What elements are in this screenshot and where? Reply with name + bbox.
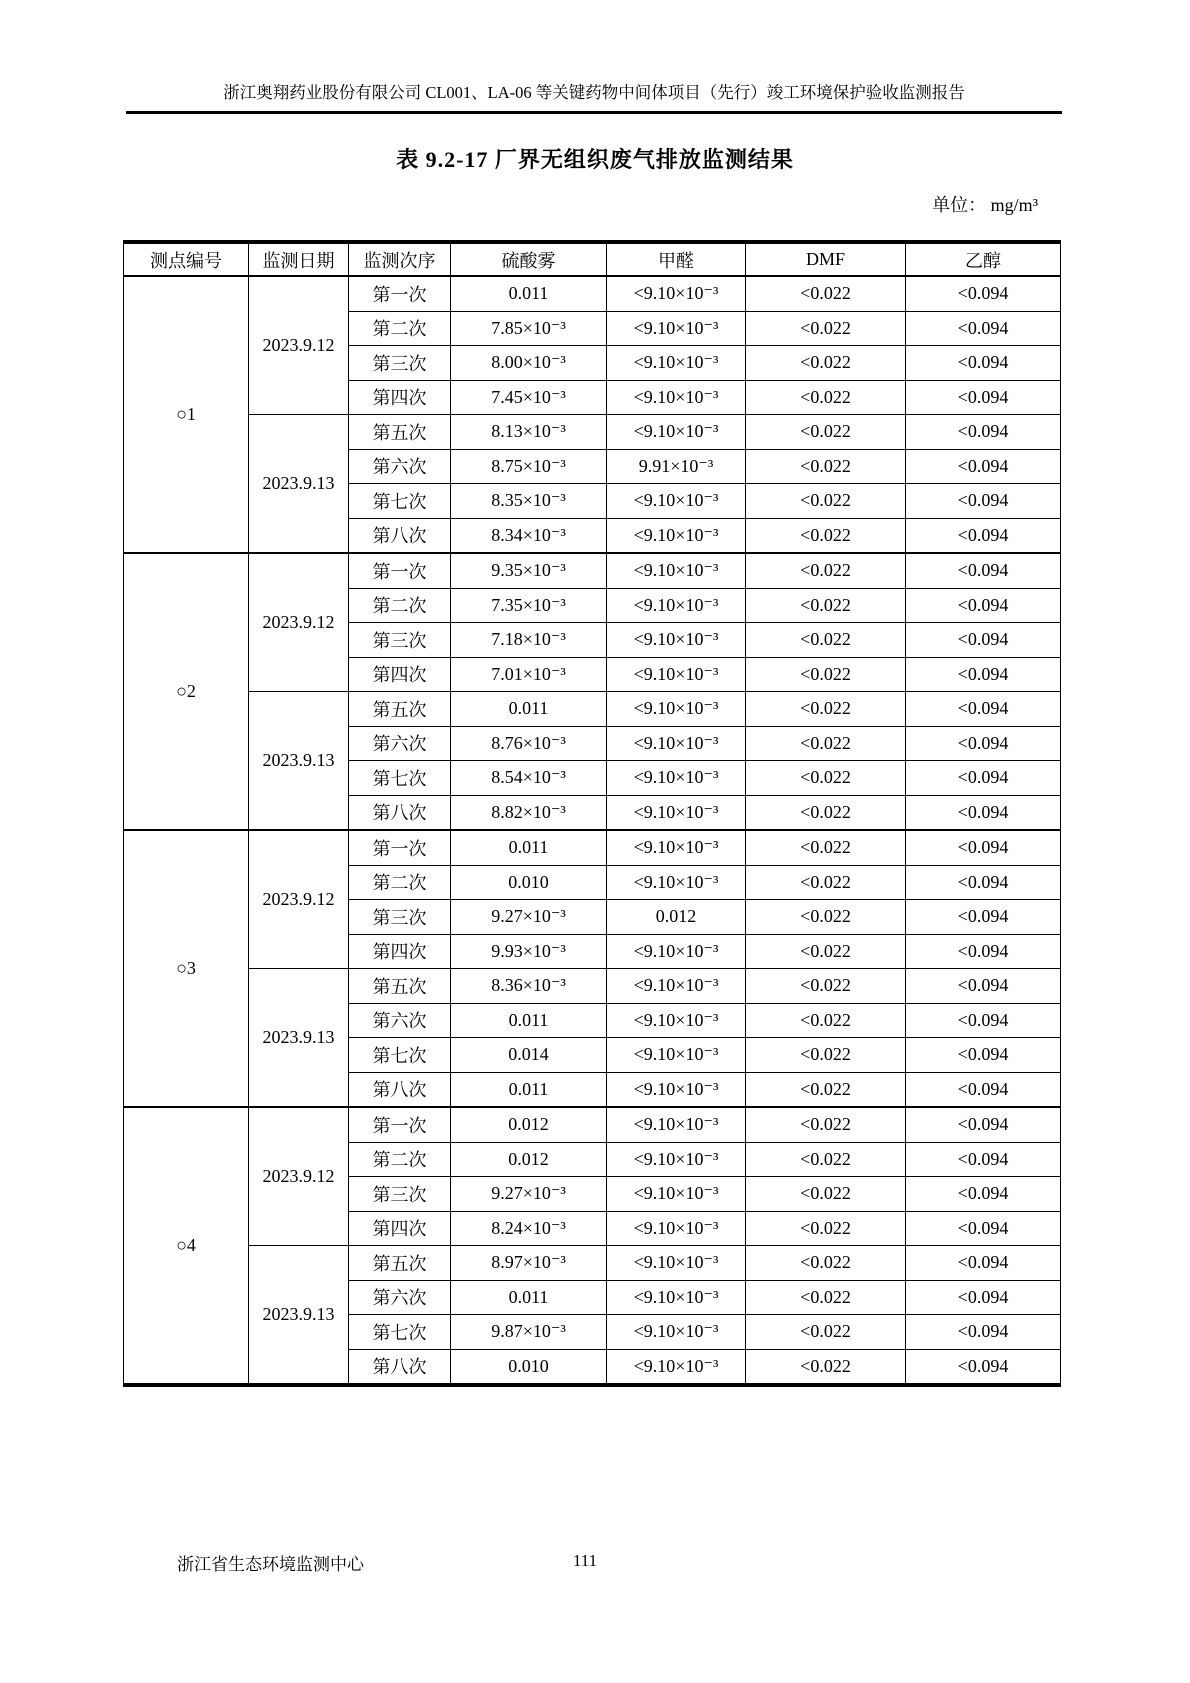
sequence-cell: 第五次 (349, 692, 451, 727)
formaldehyde-value-cell: <9.10×10⁻³ (607, 484, 746, 519)
formaldehyde-value-cell: <9.10×10⁻³ (607, 553, 746, 588)
sequence-cell: 第一次 (349, 276, 451, 311)
sulfuric-mist-value-cell: 0.012 (451, 1107, 607, 1142)
ethanol-value-cell: <0.094 (906, 1211, 1061, 1246)
formaldehyde-value-cell: <9.10×10⁻³ (607, 692, 746, 727)
dmf-value-cell: <0.022 (746, 518, 906, 553)
table-row (124, 276, 1061, 311)
dmf-value-cell: <0.022 (746, 276, 906, 311)
sulfuric-mist-value-cell: 0.010 (451, 865, 607, 900)
dmf-value-cell: <0.022 (746, 1003, 906, 1038)
dmf-value-cell: <0.022 (746, 865, 906, 900)
ethanol-value-cell: <0.094 (906, 726, 1061, 761)
sequence-cell: 第七次 (349, 761, 451, 796)
ethanol-value-cell: <0.094 (906, 449, 1061, 484)
ethanol-value-cell: <0.094 (906, 692, 1061, 727)
sulfuric-mist-value-cell: 0.011 (451, 1072, 607, 1107)
column-header-ethanol: 乙醇 (906, 242, 1061, 276)
sulfuric-mist-value-cell: 0.011 (451, 276, 607, 311)
ethanol-value-cell: <0.094 (906, 1280, 1061, 1315)
dmf-value-cell: <0.022 (746, 1211, 906, 1246)
sequence-cell: 第二次 (349, 865, 451, 900)
sequence-cell: 第八次 (349, 1349, 451, 1385)
table-row (124, 692, 1061, 727)
dmf-value-cell: <0.022 (746, 484, 906, 519)
formaldehyde-value-cell: <9.10×10⁻³ (607, 865, 746, 900)
dmf-value-cell: <0.022 (746, 553, 906, 588)
sulfuric-mist-value-cell: 0.010 (451, 1349, 607, 1385)
sequence-cell: 第三次 (349, 900, 451, 935)
ethanol-value-cell: <0.094 (906, 657, 1061, 692)
dmf-value-cell: <0.022 (746, 311, 906, 346)
formaldehyde-value-cell: <9.10×10⁻³ (607, 795, 746, 830)
formaldehyde-value-cell: 0.012 (607, 900, 746, 935)
sequence-cell: 第一次 (349, 1107, 451, 1142)
dmf-value-cell: <0.022 (746, 657, 906, 692)
dmf-value-cell: <0.022 (746, 1177, 906, 1212)
point-id-cell: ○2 (124, 553, 249, 830)
sequence-cell: 第一次 (349, 830, 451, 865)
ethanol-value-cell: <0.094 (906, 1038, 1061, 1073)
sulfuric-mist-value-cell: 8.54×10⁻³ (451, 761, 607, 796)
sequence-cell: 第四次 (349, 657, 451, 692)
sulfuric-mist-value-cell: 8.76×10⁻³ (451, 726, 607, 761)
ethanol-value-cell: <0.094 (906, 380, 1061, 415)
formaldehyde-value-cell: <9.10×10⁻³ (607, 1315, 746, 1350)
table-row (124, 1246, 1061, 1281)
sequence-cell: 第三次 (349, 623, 451, 658)
formaldehyde-value-cell: <9.10×10⁻³ (607, 415, 746, 450)
sequence-cell: 第八次 (349, 1072, 451, 1107)
dmf-value-cell: <0.022 (746, 726, 906, 761)
ethanol-value-cell: <0.094 (906, 1246, 1061, 1281)
page-number: 111 (572, 1551, 598, 1570)
ethanol-value-cell: <0.094 (906, 311, 1061, 346)
document-header (126, 82, 1062, 114)
ethanol-value-cell: <0.094 (906, 1349, 1061, 1385)
date-cell: 2023.9.13 (249, 692, 349, 831)
formaldehyde-value-cell: <9.10×10⁻³ (607, 1142, 746, 1177)
sequence-cell: 第八次 (349, 795, 451, 830)
ethanol-value-cell: <0.094 (906, 415, 1061, 450)
sulfuric-mist-value-cell: 8.00×10⁻³ (451, 346, 607, 381)
ethanol-value-cell: <0.094 (906, 1072, 1061, 1107)
dmf-value-cell: <0.022 (746, 900, 906, 935)
dmf-value-cell: <0.022 (746, 1349, 906, 1385)
sequence-cell: 第八次 (349, 518, 451, 553)
sulfuric-mist-value-cell: 7.18×10⁻³ (451, 623, 607, 658)
ethanol-value-cell: <0.094 (906, 934, 1061, 969)
ethanol-value-cell: <0.094 (906, 761, 1061, 796)
sequence-cell: 第六次 (349, 1280, 451, 1315)
sulfuric-mist-value-cell: 0.011 (451, 1003, 607, 1038)
sequence-cell: 第三次 (349, 346, 451, 381)
sulfuric-mist-value-cell: 0.011 (451, 1280, 607, 1315)
sulfuric-mist-value-cell: 7.85×10⁻³ (451, 311, 607, 346)
dmf-value-cell: <0.022 (746, 969, 906, 1004)
dmf-value-cell: <0.022 (746, 449, 906, 484)
dmf-value-cell: <0.022 (746, 380, 906, 415)
sequence-cell: 第一次 (349, 553, 451, 588)
ethanol-value-cell: <0.094 (906, 1107, 1061, 1142)
formaldehyde-value-cell: <9.10×10⁻³ (607, 380, 746, 415)
sulfuric-mist-value-cell: 9.35×10⁻³ (451, 553, 607, 588)
dmf-value-cell: <0.022 (746, 761, 906, 796)
ethanol-value-cell: <0.094 (906, 484, 1061, 519)
formaldehyde-value-cell: <9.10×10⁻³ (607, 518, 746, 553)
formaldehyde-value-cell: <9.10×10⁻³ (607, 1211, 746, 1246)
table-title: 表 9.2-17 厂界无组织废气排放监测结果 (396, 147, 794, 172)
sulfuric-mist-value-cell: 8.97×10⁻³ (451, 1246, 607, 1281)
ethanol-value-cell: <0.094 (906, 969, 1061, 1004)
ethanol-value-cell: <0.094 (906, 795, 1061, 830)
dmf-value-cell: <0.022 (746, 1315, 906, 1350)
dmf-value-cell: <0.022 (746, 588, 906, 623)
formaldehyde-value-cell: <9.10×10⁻³ (607, 1107, 746, 1142)
sequence-cell: 第四次 (349, 380, 451, 415)
sulfuric-mist-value-cell: 0.014 (451, 1038, 607, 1073)
table-row (124, 553, 1061, 588)
dmf-value-cell: <0.022 (746, 1072, 906, 1107)
table-row (124, 830, 1061, 865)
dmf-value-cell: <0.022 (746, 1107, 906, 1142)
formaldehyde-value-cell: <9.10×10⁻³ (607, 346, 746, 381)
dmf-value-cell: <0.022 (746, 415, 906, 450)
point-id-cell: ○1 (124, 276, 249, 553)
sulfuric-mist-value-cell: 8.36×10⁻³ (451, 969, 607, 1004)
formaldehyde-value-cell: <9.10×10⁻³ (607, 1003, 746, 1038)
sulfuric-mist-value-cell: 0.011 (451, 830, 607, 865)
sulfuric-mist-value-cell: 9.27×10⁻³ (451, 1177, 607, 1212)
sequence-cell: 第三次 (349, 1177, 451, 1212)
sequence-cell: 第四次 (349, 934, 451, 969)
formaldehyde-value-cell: <9.10×10⁻³ (607, 830, 746, 865)
formaldehyde-value-cell: <9.10×10⁻³ (607, 588, 746, 623)
header-text: 浙江奥翔药业股份有限公司 CL001、LA-06 等关键药物中间体项目（先行）竣工环境保护验收监测报告 (223, 83, 965, 102)
ethanol-value-cell: <0.094 (906, 865, 1061, 900)
sulfuric-mist-value-cell: 8.13×10⁻³ (451, 415, 607, 450)
formaldehyde-value-cell: <9.10×10⁻³ (607, 276, 746, 311)
formaldehyde-value-cell: <9.10×10⁻³ (607, 657, 746, 692)
formaldehyde-value-cell: <9.10×10⁻³ (607, 934, 746, 969)
dmf-value-cell: <0.022 (746, 934, 906, 969)
sulfuric-mist-value-cell: 0.011 (451, 692, 607, 727)
ethanol-value-cell: <0.094 (906, 900, 1061, 935)
column-header-formaldehyde: 甲醛 (607, 242, 746, 276)
sequence-cell: 第五次 (349, 969, 451, 1004)
unit-label: 单位： mg/m³ (932, 195, 1038, 215)
date-cell: 2023.9.13 (249, 415, 349, 554)
formaldehyde-value-cell: <9.10×10⁻³ (607, 1038, 746, 1073)
sequence-cell: 第六次 (349, 726, 451, 761)
ethanol-value-cell: <0.094 (906, 553, 1061, 588)
column-header-dmf: DMF (746, 242, 906, 276)
sulfuric-mist-value-cell: 9.27×10⁻³ (451, 900, 607, 935)
date-cell: 2023.9.12 (249, 1107, 349, 1246)
dmf-value-cell: <0.022 (746, 830, 906, 865)
point-id-cell: ○3 (124, 830, 249, 1107)
date-cell: 2023.9.12 (249, 276, 349, 415)
ethanol-value-cell: <0.094 (906, 1315, 1061, 1350)
sulfuric-mist-value-cell: 8.34×10⁻³ (451, 518, 607, 553)
sequence-cell: 第七次 (349, 1315, 451, 1350)
column-header-sulfuric-mist: 硫酸雾 (451, 242, 607, 276)
date-cell: 2023.9.12 (249, 553, 349, 692)
monitoring-results-table (123, 240, 1061, 1387)
formaldehyde-value-cell: <9.10×10⁻³ (607, 311, 746, 346)
table-header-row (124, 242, 1061, 276)
formaldehyde-value-cell: <9.10×10⁻³ (607, 1349, 746, 1385)
date-cell: 2023.9.13 (249, 969, 349, 1108)
sequence-cell: 第五次 (349, 415, 451, 450)
dmf-value-cell: <0.022 (746, 1280, 906, 1315)
dmf-value-cell: <0.022 (746, 1038, 906, 1073)
sulfuric-mist-value-cell: 8.35×10⁻³ (451, 484, 607, 519)
dmf-value-cell: <0.022 (746, 795, 906, 830)
sequence-cell: 第二次 (349, 311, 451, 346)
formaldehyde-value-cell: <9.10×10⁻³ (607, 761, 746, 796)
sulfuric-mist-value-cell: 7.45×10⁻³ (451, 380, 607, 415)
formaldehyde-value-cell: <9.10×10⁻³ (607, 726, 746, 761)
sequence-cell: 第七次 (349, 1038, 451, 1073)
sulfuric-mist-value-cell: 8.24×10⁻³ (451, 1211, 607, 1246)
sulfuric-mist-value-cell: 7.35×10⁻³ (451, 588, 607, 623)
sulfuric-mist-value-cell: 8.75×10⁻³ (451, 449, 607, 484)
ethanol-value-cell: <0.094 (906, 1142, 1061, 1177)
ethanol-value-cell: <0.094 (906, 588, 1061, 623)
sequence-cell: 第二次 (349, 1142, 451, 1177)
ethanol-value-cell: <0.094 (906, 518, 1061, 553)
formaldehyde-value-cell: 9.91×10⁻³ (607, 449, 746, 484)
sulfuric-mist-value-cell: 9.87×10⁻³ (451, 1315, 607, 1350)
sequence-cell: 第二次 (349, 588, 451, 623)
column-header-sequence: 监测次序 (349, 242, 451, 276)
dmf-value-cell: <0.022 (746, 623, 906, 658)
sulfuric-mist-value-cell: 7.01×10⁻³ (451, 657, 607, 692)
formaldehyde-value-cell: <9.10×10⁻³ (607, 969, 746, 1004)
sulfuric-mist-value-cell: 0.012 (451, 1142, 607, 1177)
table-row (124, 969, 1061, 1004)
ethanol-value-cell: <0.094 (906, 1177, 1061, 1212)
sulfuric-mist-value-cell: 9.93×10⁻³ (451, 934, 607, 969)
formaldehyde-value-cell: <9.10×10⁻³ (607, 1280, 746, 1315)
table-row (124, 1107, 1061, 1142)
sequence-cell: 第六次 (349, 1003, 451, 1038)
point-id-cell: ○4 (124, 1107, 249, 1385)
ethanol-value-cell: <0.094 (906, 276, 1061, 311)
ethanol-value-cell: <0.094 (906, 830, 1061, 865)
formaldehyde-value-cell: <9.10×10⁻³ (607, 1177, 746, 1212)
footer-organization: 浙江省生态环境监测中心 (177, 1555, 364, 1574)
ethanol-value-cell: <0.094 (906, 623, 1061, 658)
table-row (124, 415, 1061, 450)
formaldehyde-value-cell: <9.10×10⁻³ (607, 1072, 746, 1107)
ethanol-value-cell: <0.094 (906, 346, 1061, 381)
formaldehyde-value-cell: <9.10×10⁻³ (607, 623, 746, 658)
column-header-point-id: 测点编号 (124, 242, 249, 276)
sequence-cell: 第六次 (349, 449, 451, 484)
sulfuric-mist-value-cell: 8.82×10⁻³ (451, 795, 607, 830)
sequence-cell: 第七次 (349, 484, 451, 519)
date-cell: 2023.9.13 (249, 1246, 349, 1386)
ethanol-value-cell: <0.094 (906, 1003, 1061, 1038)
dmf-value-cell: <0.022 (746, 692, 906, 727)
dmf-value-cell: <0.022 (746, 346, 906, 381)
sequence-cell: 第五次 (349, 1246, 451, 1281)
sequence-cell: 第四次 (349, 1211, 451, 1246)
formaldehyde-value-cell: <9.10×10⁻³ (607, 1246, 746, 1281)
column-header-date: 监测日期 (249, 242, 349, 276)
dmf-value-cell: <0.022 (746, 1246, 906, 1281)
dmf-value-cell: <0.022 (746, 1142, 906, 1177)
date-cell: 2023.9.12 (249, 830, 349, 969)
